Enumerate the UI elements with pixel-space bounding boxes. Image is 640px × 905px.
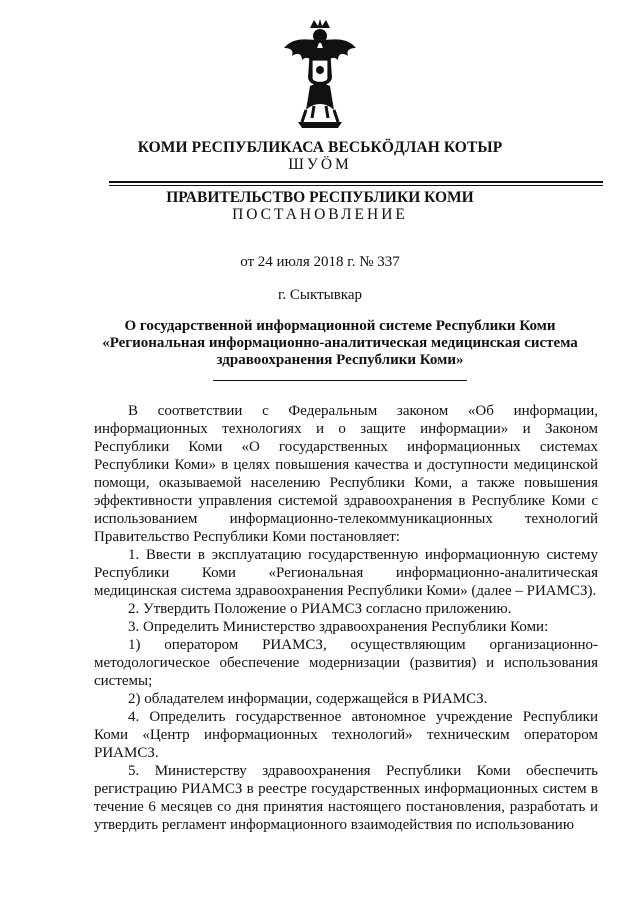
paragraph: 5. Министерству здравоохранения Республики Коми обеспечить регистрацию РИАМСЗ в реестре государственных информационных систем в течение 6 месяцев со дня принятия настоящего постановления, разработать и утвердить регламент информационного взаимодействия по использованию — [94, 763, 598, 833]
coat-of-arms-emblem — [280, 18, 360, 130]
paragraph: 3. Определить Министерство здравоохранения Республики Коми: — [128, 619, 549, 635]
paragraph: 2) обладателем информации, содержащейся в РИАМСЗ. — [128, 691, 488, 707]
paragraph: 4. Определить государственное автономное учреждение Республики Коми «Центр информационных технологий» техническим оператором РИАМСЗ. — [94, 709, 598, 761]
document-city: г. Сыктывкар — [277, 287, 363, 303]
government-title: ПРАВИТЕЛЬСТВО РЕСПУБЛИКИ КОМИ — [166, 189, 474, 206]
document-title-line: О государственной информационной системе Республики Коми — [124, 318, 556, 334]
paragraph: В соответствии с Федеральным законом «Об информации, информационных технологиях и о защите информации» и Законом Республики Коми «О государственных информационных системах Республики Коми» в целях повышения качества и доступности медицинской помощи, оказываемой населению Республики Коми, а также повышения эффективности управления системой здравоохранения в Республике Коми с использованием информационно-телекоммуникационных технологий Правительство Республики Коми постановляет: — [94, 403, 598, 545]
komi-document-type: ШУӦМ — [288, 156, 352, 173]
document-title-line: здравоохранения Республики Коми» — [216, 352, 464, 368]
header-divider-thick — [109, 181, 603, 183]
komi-government-title: КОМИ РЕСПУБЛИКАСА ВЕСЬКӦДЛАН КОТЫР — [137, 139, 503, 156]
header-divider-thin — [109, 185, 603, 186]
title-underline — [213, 380, 467, 381]
document-body — [94, 402, 598, 834]
document-title — [90, 318, 590, 369]
paragraph: 2. Утвердить Положение о РИАМСЗ согласно приложению. — [128, 601, 512, 617]
paragraph: 1. Ввести в эксплуатацию государственную информационную систему Республики Коми «Региональная информационно-аналитическая медицинская система здравоохранения Республики Коми» (далее – РИАМСЗ). — [94, 547, 598, 599]
document-type: ПОСТАНОВЛЕНИЕ — [232, 206, 408, 223]
document-date-number: от 24 июля 2018 г. № 337 — [240, 254, 400, 270]
paragraph: 1) оператором РИАМСЗ, осуществляющим организационно-методологическое обеспечение модернизации (развития) и использования системы; — [94, 637, 598, 689]
document-title-line: «Региональная информационно-аналитическая медицинская система — [102, 335, 578, 351]
